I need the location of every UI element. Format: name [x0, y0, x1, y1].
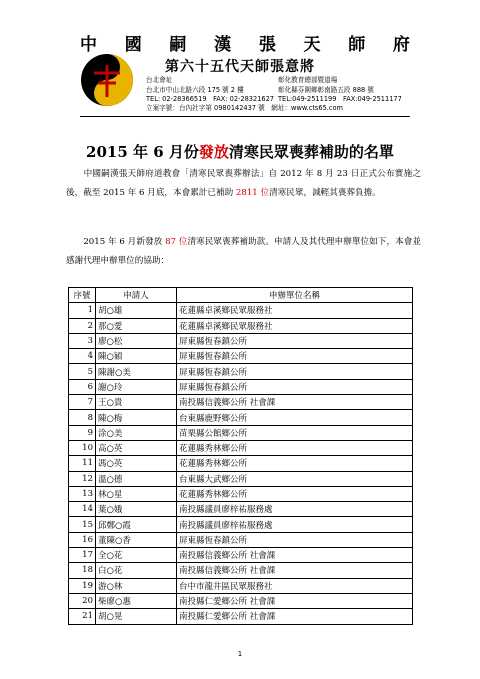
agency-cell: 屏東縣恆春鎮公所: [177, 532, 413, 547]
table-row: [69, 517, 413, 532]
table-row: [69, 379, 413, 394]
serial-cell: 9: [69, 425, 96, 440]
header-agency: 申辦單位名稱: [177, 288, 413, 303]
serial-cell: 18: [69, 563, 96, 578]
table-row: [69, 425, 413, 440]
serial-cell: 20: [69, 593, 96, 608]
serial-cell: 7: [69, 395, 96, 410]
applicant-cell: 林○星: [96, 486, 177, 501]
applicant-cell: 王○貴: [96, 395, 177, 410]
applicant-cell: 胡○晃: [96, 609, 177, 624]
agency-cell: 台中市龍井區民眾服務社: [177, 578, 413, 593]
title-part: 2015 年 6 月份: [86, 143, 199, 161]
taipei-street: 台北市中山北路六段 175 號 2 樓: [146, 85, 244, 94]
serial-cell: 3: [69, 333, 96, 348]
serial-cell: 14: [69, 502, 96, 517]
serial-cell: 17: [69, 548, 96, 563]
serial-cell: 10: [69, 440, 96, 455]
agency-cell: 花蓮縣秀林鄉公所: [177, 440, 413, 455]
agency-cell: 花蓮縣卓溪鄉民眾服務社: [177, 318, 413, 333]
agency-cell: 台東縣大武鄉公所: [177, 471, 413, 486]
applicant-cell: 柴廖○惠: [96, 593, 177, 608]
serial-cell: 2: [69, 318, 96, 333]
document-title: [0, 141, 480, 162]
table-row: [69, 593, 413, 608]
taipei-label: 台北會址: [146, 76, 173, 84]
table-row: [69, 471, 413, 486]
table-row: [69, 532, 413, 547]
applicant-cell: 陳○梅: [96, 410, 177, 425]
serial-cell: 19: [69, 578, 96, 593]
organization-title: [80, 30, 410, 55]
applicants-table: [68, 287, 413, 625]
master-title: 第六十五代天師張意將: [165, 59, 315, 75]
applicant-cell: 董陳○香: [96, 532, 177, 547]
table-row: [69, 563, 413, 578]
serial-cell: 13: [69, 486, 96, 501]
table-row: [69, 440, 413, 455]
table-row: [69, 349, 413, 364]
serial-cell: 16: [69, 532, 96, 547]
page-number: 1: [237, 650, 243, 658]
taiji-logo-icon: [80, 53, 134, 107]
org-title-char: 府: [392, 35, 410, 55]
applicant-cell: 馮○英: [96, 456, 177, 471]
serial-cell: 21: [69, 609, 96, 624]
taipei-phone: TEL: 02-28366519 FAX: 02-28321627: [146, 95, 274, 103]
serial-cell: 1: [69, 303, 96, 318]
applicant-cell: 白○花: [96, 563, 177, 578]
serial-cell: 4: [69, 349, 96, 364]
agency-cell: 南投縣信義鄉公所 社會課: [177, 563, 413, 578]
table-row: [69, 502, 413, 517]
applicant-cell: 溫○德: [96, 471, 177, 486]
agency-cell: 苗栗縣公館鄉公所: [177, 425, 413, 440]
intro-paragraph: [66, 165, 421, 203]
changhua-address: [278, 76, 402, 105]
table-row: [69, 318, 413, 333]
changhua-street: 彰化縣芬園鄉彰南路五段 888 號: [278, 85, 374, 94]
header-divider: [80, 116, 410, 117]
serial-cell: 15: [69, 517, 96, 532]
applicant-cell: 高○英: [96, 440, 177, 455]
table-row: [69, 456, 413, 471]
table-row: [69, 395, 413, 410]
serial-cell: 8: [69, 410, 96, 425]
applicant-cell: 那○愛: [96, 318, 177, 333]
changhua-label: 彰化教育總部暨道場: [278, 76, 338, 84]
agency-cell: 南投縣議員廖梓祐服務處: [177, 502, 413, 517]
header-applicant: 申請人: [96, 288, 177, 303]
table-row: [69, 333, 413, 348]
paragraph-text: 清寒民眾喪葬補助款。申請人及其代理申辦單位如下，本會並感謝代理申辦單位的協助：: [66, 237, 422, 266]
monthly-paragraph: [66, 233, 421, 271]
agency-cell: 花蓮縣秀林鄉公所: [177, 486, 413, 501]
agency-cell: 南投縣仁愛鄉公所 社會課: [177, 593, 413, 608]
serial-cell: 6: [69, 379, 96, 394]
agency-cell: 台東縣鹿野鄉公所: [177, 410, 413, 425]
table-header-row: [69, 288, 413, 303]
serial-cell: 5: [69, 364, 96, 379]
serial-cell: 11: [69, 456, 96, 471]
agency-cell: 屏東縣恆春鎮公所: [177, 364, 413, 379]
agency-cell: 南投縣信義鄉公所 社會課: [177, 548, 413, 563]
org-title-char: 漢: [214, 35, 232, 55]
applicant-cell: 陳○穎: [96, 349, 177, 364]
paragraph-text: 清寒民眾，減輕其喪葬負擔。: [269, 188, 381, 198]
org-title-char: 中: [80, 35, 97, 55]
monthly-count: 87 位: [165, 237, 188, 247]
applicant-cell: 全○花: [96, 548, 177, 563]
applicant-cell: 涂○美: [96, 425, 177, 440]
applicant-cell: 謝○玲: [96, 379, 177, 394]
applicant-cell: 廖○松: [96, 333, 177, 348]
header-serial: 序號: [69, 288, 96, 303]
applicant-cell: 邱鄭○霞: [96, 517, 177, 532]
org-title-char: 嗣: [169, 35, 187, 55]
registration-and-website: 立案字號：台內社字第 0980142437 號 網址：www.cts65.com: [146, 104, 343, 112]
agency-cell: 屏東縣恆春鎮公所: [177, 333, 413, 348]
applicant-cell: 游○林: [96, 578, 177, 593]
title-highlight: 發放: [198, 143, 229, 161]
table-row: [69, 303, 413, 318]
agency-cell: 花蓮縣秀林鄉公所: [177, 456, 413, 471]
agency-cell: 屏東縣恆春鎮公所: [177, 349, 413, 364]
cumulative-count: 2811 位: [235, 188, 270, 198]
agency-cell: 花蓮縣卓溪鄉民眾服務社: [177, 303, 413, 318]
org-title-char: 國: [124, 35, 142, 55]
serial-cell: 12: [69, 471, 96, 486]
agency-cell: 南投縣信義鄉公所 社會課: [177, 395, 413, 410]
applicant-cell: 胡○雄: [96, 303, 177, 318]
table-row: [69, 578, 413, 593]
table-row: [69, 609, 413, 624]
agency-cell: 南投縣議員廖梓祐服務處: [177, 517, 413, 532]
paragraph-text: 中國嗣漢張天師府道教會「清寒民眾喪葬辦法」自 2012 年 8 月 23 日正式公布實施之後，截至 2015 年 6 月底，本會累計已補助: [66, 169, 421, 198]
table-row: [69, 410, 413, 425]
applicant-cell: 葉○娥: [96, 502, 177, 517]
agency-cell: 南投縣仁愛鄉公所 社會課: [177, 609, 413, 624]
table-row: [69, 548, 413, 563]
org-title-char: 張: [258, 35, 276, 55]
paragraph-text: 2015 年 6 月新發放: [83, 237, 166, 247]
changhua-phone: TEL:049-2511199 FAX:049-2511177: [278, 95, 402, 103]
table-row: [69, 364, 413, 379]
agency-cell: 屏東縣恆春鎮公所: [177, 379, 413, 394]
taipei-address: [146, 76, 274, 105]
table-row: [69, 486, 413, 501]
org-title-char: 天: [303, 35, 321, 55]
org-title-char: 師: [348, 35, 366, 55]
title-part: 清寒民眾喪葬補助的名單: [228, 143, 394, 161]
applicant-cell: 陳謝○美: [96, 364, 177, 379]
